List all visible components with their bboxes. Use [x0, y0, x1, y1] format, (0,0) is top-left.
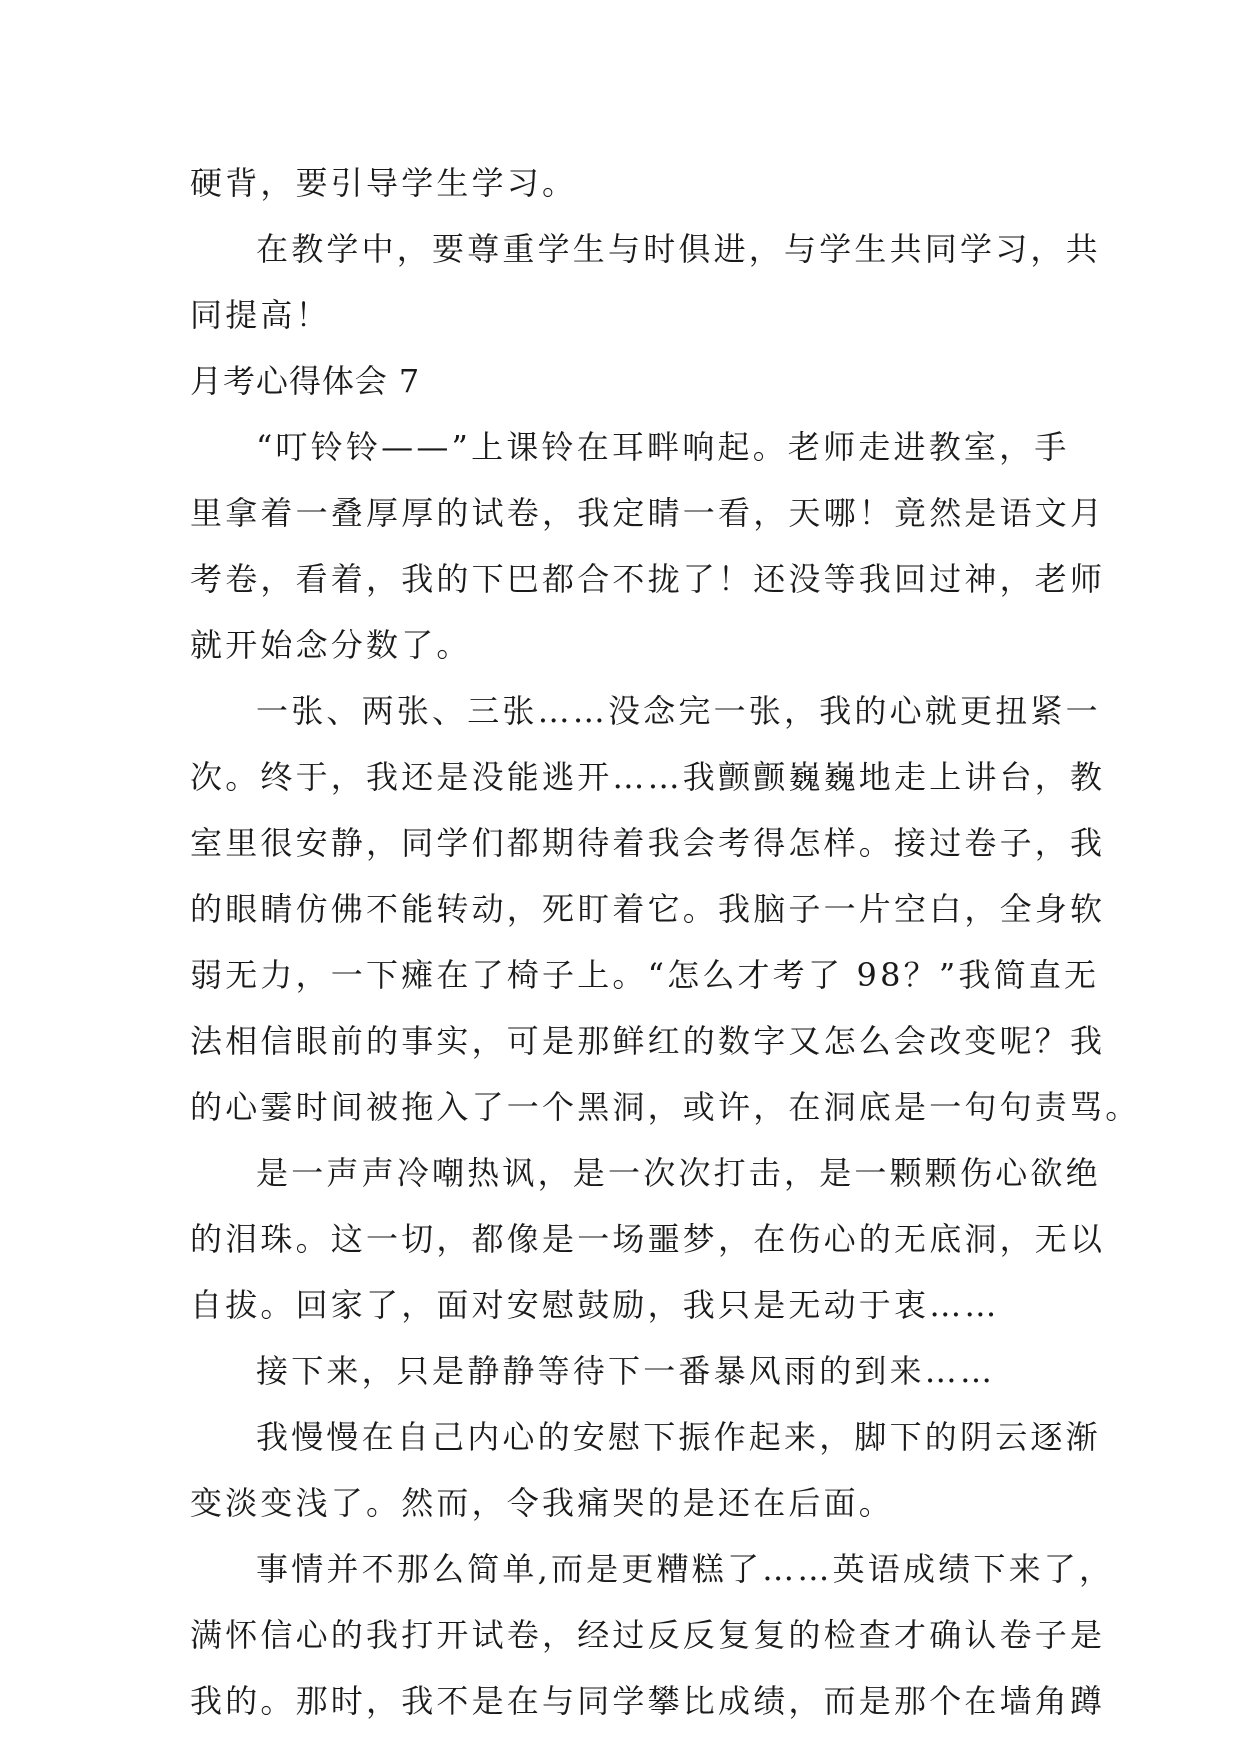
text-line: 考卷，看着，我的下巴都合不拢了！还没等我回过神，老师	[190, 560, 1106, 598]
text-line: 自拔。回家了，面对安慰鼓励，我只是无动于衷……	[190, 1286, 1000, 1324]
text-line: 同提高！	[190, 296, 331, 334]
text-line: 接下来，只是静静等待下一番暴风雨的到来……	[256, 1352, 996, 1390]
text-line: 法相信眼前的事实，可是那鲜红的数字又怎么会改变呢？我	[190, 1022, 1106, 1060]
section-heading: 月考心得体会 7	[190, 362, 421, 400]
text-line: 的泪珠。这一切，都像是一场噩梦，在伤心的无底洞，无以	[190, 1220, 1106, 1258]
text-line: “叮铃铃——”上课铃在耳畔响起。老师走进教室，手	[256, 428, 1070, 466]
document-page	[190, 150, 1141, 1734]
text-line: 室里很安静，同学们都期待着我会考得怎样。接过卷子，我	[190, 824, 1106, 862]
text-line: 次。终于，我还是没能逃开……我颤颤巍巍地走上讲台，教	[190, 758, 1106, 796]
text-line: 是一声声冷嘲热讽，是一次次打击，是一颗颗伤心欲绝	[256, 1154, 1101, 1192]
text-line: 我慢慢在自己内心的安慰下振作起来，脚下的阴云逐渐	[256, 1418, 1101, 1456]
text-line: 硬背，要引导学生学习。	[190, 164, 578, 202]
text-line: 就开始念分数了。	[190, 626, 472, 664]
text-line: 满怀信心的我打开试卷，经过反反复复的检查才确认卷子是	[190, 1616, 1106, 1654]
text-line: 弱无力，一下瘫在了椅子上。“怎么才考了 98？”我简直无	[190, 956, 1100, 994]
text-line: 在教学中，要尊重学生与时俱进，与学生共同学习，共	[256, 230, 1101, 268]
text-line: 的眼睛仿佛不能转动，死盯着它。我脑子一片空白，全身软	[190, 890, 1106, 928]
text-line: 我的。那时，我不是在与同学攀比成绩，而是那个在墙角蹲	[190, 1682, 1106, 1720]
text-line: 事情并不那么简单,而是更糟糕了……英语成绩下来了，	[256, 1550, 1115, 1588]
text-line: 变淡变浅了。然而，令我痛哭的是还在后面。	[190, 1484, 895, 1522]
text-line: 里拿着一叠厚厚的试卷，我定睛一看，天哪！竟然是语文月	[190, 494, 1106, 532]
text-line: 一张、两张、三张……没念完一张，我的心就更扭紧一	[256, 692, 1101, 730]
text-line: 的心霎时间被拖入了一个黑洞，或许，在洞底是一句句责骂。	[190, 1088, 1141, 1126]
